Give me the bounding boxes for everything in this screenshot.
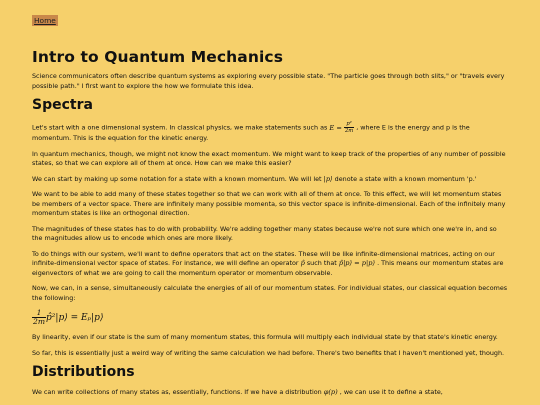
display-denominator: 2m: [33, 317, 46, 326]
text: denote a state with a known momentum 'p.': [332, 174, 477, 183]
spectra-paragraph-9: So far, this is essentially just a weird way of writing the same calculation we had before. There's two benefits that I haven't mentioned yet, though.: [32, 348, 505, 357]
energy-equation: [329, 121, 354, 134]
distributions-heading: Distributions: [32, 364, 135, 380]
intro-paragraph: Science communicators often describe quantum systems as exploring every possible state. "The particle goes through both slits," or "travels every possible path." I first want to explore the how we formulate this idea.: [32, 72, 505, 90]
text: , we can use it to define a state,: [337, 388, 443, 396]
text: To do things with our system, we'll want to define operators that act on the states. These will be like infinite-dimensional matrices, acting on our infinite-dimensional vector space of states. For instance, we will define an operator: [32, 249, 495, 267]
spectra-paragraph-2: In quantum mechanics, though, we might not know the exact momentum. We might want to keep track of the properties of any number of possible states, so that we can explore all of them at once. How can we make this easier?: [32, 149, 506, 167]
spectra-paragraph-7: Now, we can, in a sense, simultaneously calculate the energies of all of our momentum states. For individual states, our classical equation becomes the following:: [32, 284, 508, 302]
nav: [32, 8, 508, 27]
home-link[interactable]: Home: [34, 16, 56, 25]
display-equation: [32, 309, 508, 326]
fraction: [344, 121, 354, 134]
spectra-paragraph-3: [32, 175, 508, 185]
spectra-paragraph-5: The magnitudes of these states has to do with probability. We're adding together many states because we're not sure which one we're in, and so the magnitudes allow us to encode which ones are more likely.: [32, 224, 497, 242]
text: . This means our momentum states are eigenvectors of what we are going to call the momentum operator or momentum observable.: [32, 259, 504, 277]
text: Let's start with a one dimensional system. In classical physics, we make statements such as: [32, 123, 330, 132]
text: We can write collections of many states as, essentially, functions. If we have a distribution: [32, 388, 324, 396]
spectra-paragraph-8: By linearity, even if our state is the sum of many momentum states, this formula will multiply each individual state by that state's kinetic energy.: [32, 333, 498, 341]
spectra-paragraph-1: [32, 121, 508, 144]
text: such that: [304, 259, 339, 267]
text: We can start by making up some notation for a state with a known momentum. We will let: [32, 174, 324, 183]
fraction-denominator: 2m: [344, 128, 354, 134]
momentum-operator: p̂: [300, 259, 305, 267]
spectra-paragraph-6: [32, 250, 508, 279]
display-rest: p̂²|p⟩ = Eₚ|p⟩: [46, 313, 104, 323]
ket-p: |p⟩: [323, 174, 333, 183]
display-fraction: [32, 309, 46, 326]
eigen-equation: p̂|p⟩ = p|p⟩: [338, 259, 376, 267]
eq-lhs: E =: [329, 123, 344, 132]
distribution-phi: φ(p): [323, 388, 338, 396]
page-title: Intro to Quantum Mechanics: [32, 48, 284, 66]
display-numerator: 1: [32, 309, 46, 318]
fraction-numerator: p²: [344, 121, 354, 128]
distributions-paragraph-1: [32, 388, 508, 398]
spectra-paragraph-4: We want to be able to add many of these states together so that we can work with all of them at once. To this effect, we will let momentum states be members of a vector space. There are infinitely many possible momenta, so this vector space is infinite-dimensional. Each of the infinitely many momentum states is like an orthogonal direction.: [32, 190, 506, 217]
spectra-heading: Spectra: [32, 97, 93, 113]
text: , where E is the energy and p is the momentum. This is the equation for the kinetic energy.: [32, 123, 470, 142]
